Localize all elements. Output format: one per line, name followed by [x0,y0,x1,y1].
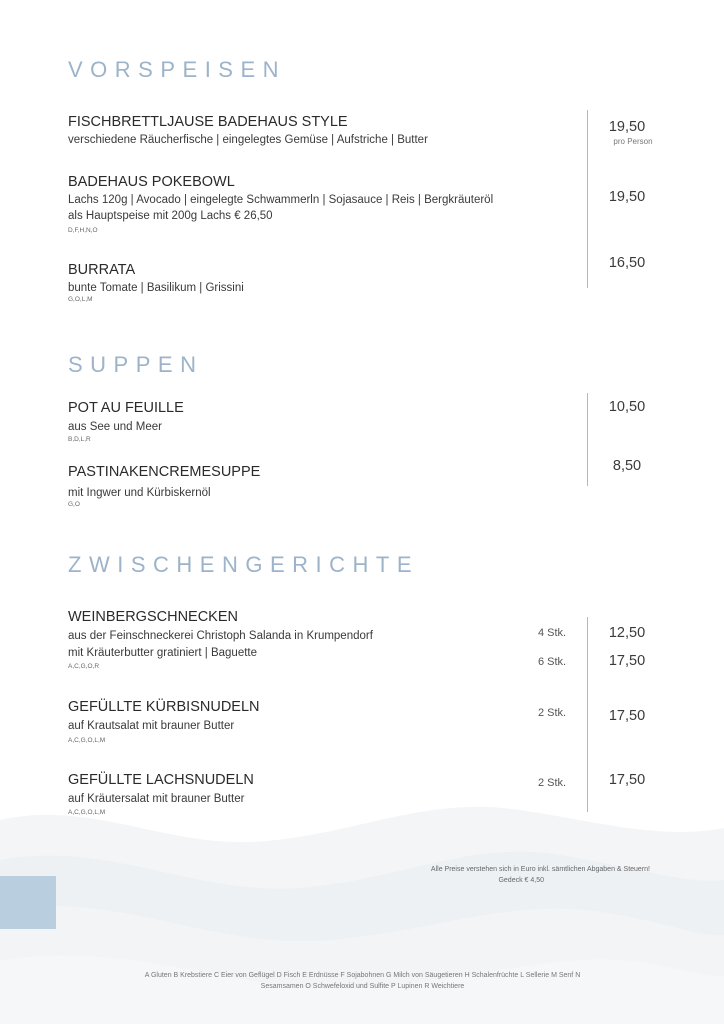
portion-size: 4 Stk. [537,627,567,639]
dish-price: 16,50 [608,255,646,271]
price-footnote: Alle Preise verstehen sich in Euro inkl. sämtlichen Abgaben & Steuern! [430,866,650,873]
dish-name: BADEHAUS POKEBOWL [68,174,235,190]
dish-description: bunte Tomate | Basilikum | Grissini [68,282,244,294]
dish-description: mit Ingwer und Kürbiskernöl [68,487,211,499]
dish-description-extra: als Hauptspeise mit 200g Lachs € 26,50 [68,210,273,222]
allergen-codes: B,D,L,R [68,436,91,443]
dish-description: aus der Feinschneckerei Christoph Salanda in Krumpendorf [68,630,373,642]
allergen-codes: A,C,G,O,L,M [68,809,106,816]
dish-price: 8,50 [612,458,642,474]
dish-name: WEINBERGSCHNECKEN [68,609,238,625]
allergen-codes: G,O [68,501,80,508]
dish-description: auf Krautsalat mit brauner Butter [68,720,235,732]
allergen-legend: Sesamsamen O Schwefeloxid und Sulfite P Lupinen R Weichtiere [260,983,465,990]
allergen-legend: A Gluten B Krebstiere C Eier von Geflügel D Fisch E Erdnüsse F Sojabohnen G Milch von Säugetieren H Schalenfrüchte L Sellerie M Senf N [144,972,581,979]
portion-size: 2 Stk. [537,707,567,719]
dish-name: FISCHBRETTLJAUSE BADEHAUS STYLE [68,114,348,130]
dish-description: verschiedene Räucherfische | eingelegtes Gemüse | Aufstriche | Butter [68,134,428,146]
dish-description: auf Kräutersalat mit brauner Butter [68,793,245,805]
dish-name: BURRATA [68,262,136,278]
section-title-suppen: SUPPEN [68,352,204,377]
price-unit-note: pro Person [613,137,653,146]
cover-charge: Gedeck € 4,50 [498,877,544,884]
dish-name: PASTINAKENCREMESUPPE [68,464,261,480]
dish-price: 17,50 [608,708,646,724]
allergen-codes: D,F,H,N,O [68,227,98,234]
dish-name: GEFÜLLTE LACHSNUDELN [68,772,254,788]
dish-price: 17,50 [608,653,646,669]
section-title-zwischengerichte: ZWISCHENGERICHTE [68,552,419,577]
allergen-codes: A,C,G,O,R [68,663,100,670]
dish-price: 12,50 [608,625,646,641]
accent-block [0,876,56,929]
dish-description-extra: mit Kräuterbutter gratiniert | Baguette [68,647,257,659]
portion-size: 6 Stk. [537,656,567,668]
dish-description: Lachs 120g | Avocado | eingelegte Schwammerln | Sojasauce | Reis | Bergkräuteröl [68,194,494,206]
dish-description: aus See und Meer [68,421,162,433]
section-title-vorspeisen: VORSPEISEN [68,57,287,82]
dish-price: 19,50 [608,189,646,205]
dish-name: GEFÜLLTE KÜRBISNUDELN [68,699,260,715]
dish-price: 10,50 [608,399,646,415]
allergen-codes: G,O,L,M [68,296,93,303]
dish-price: 17,50 [608,772,646,788]
dish-price: 19,50 [608,119,646,135]
allergen-codes: A,C,G,O,L,M [68,737,106,744]
portion-size: 2 Stk. [537,777,567,789]
dish-name: POT AU FEUILLE [68,400,184,416]
